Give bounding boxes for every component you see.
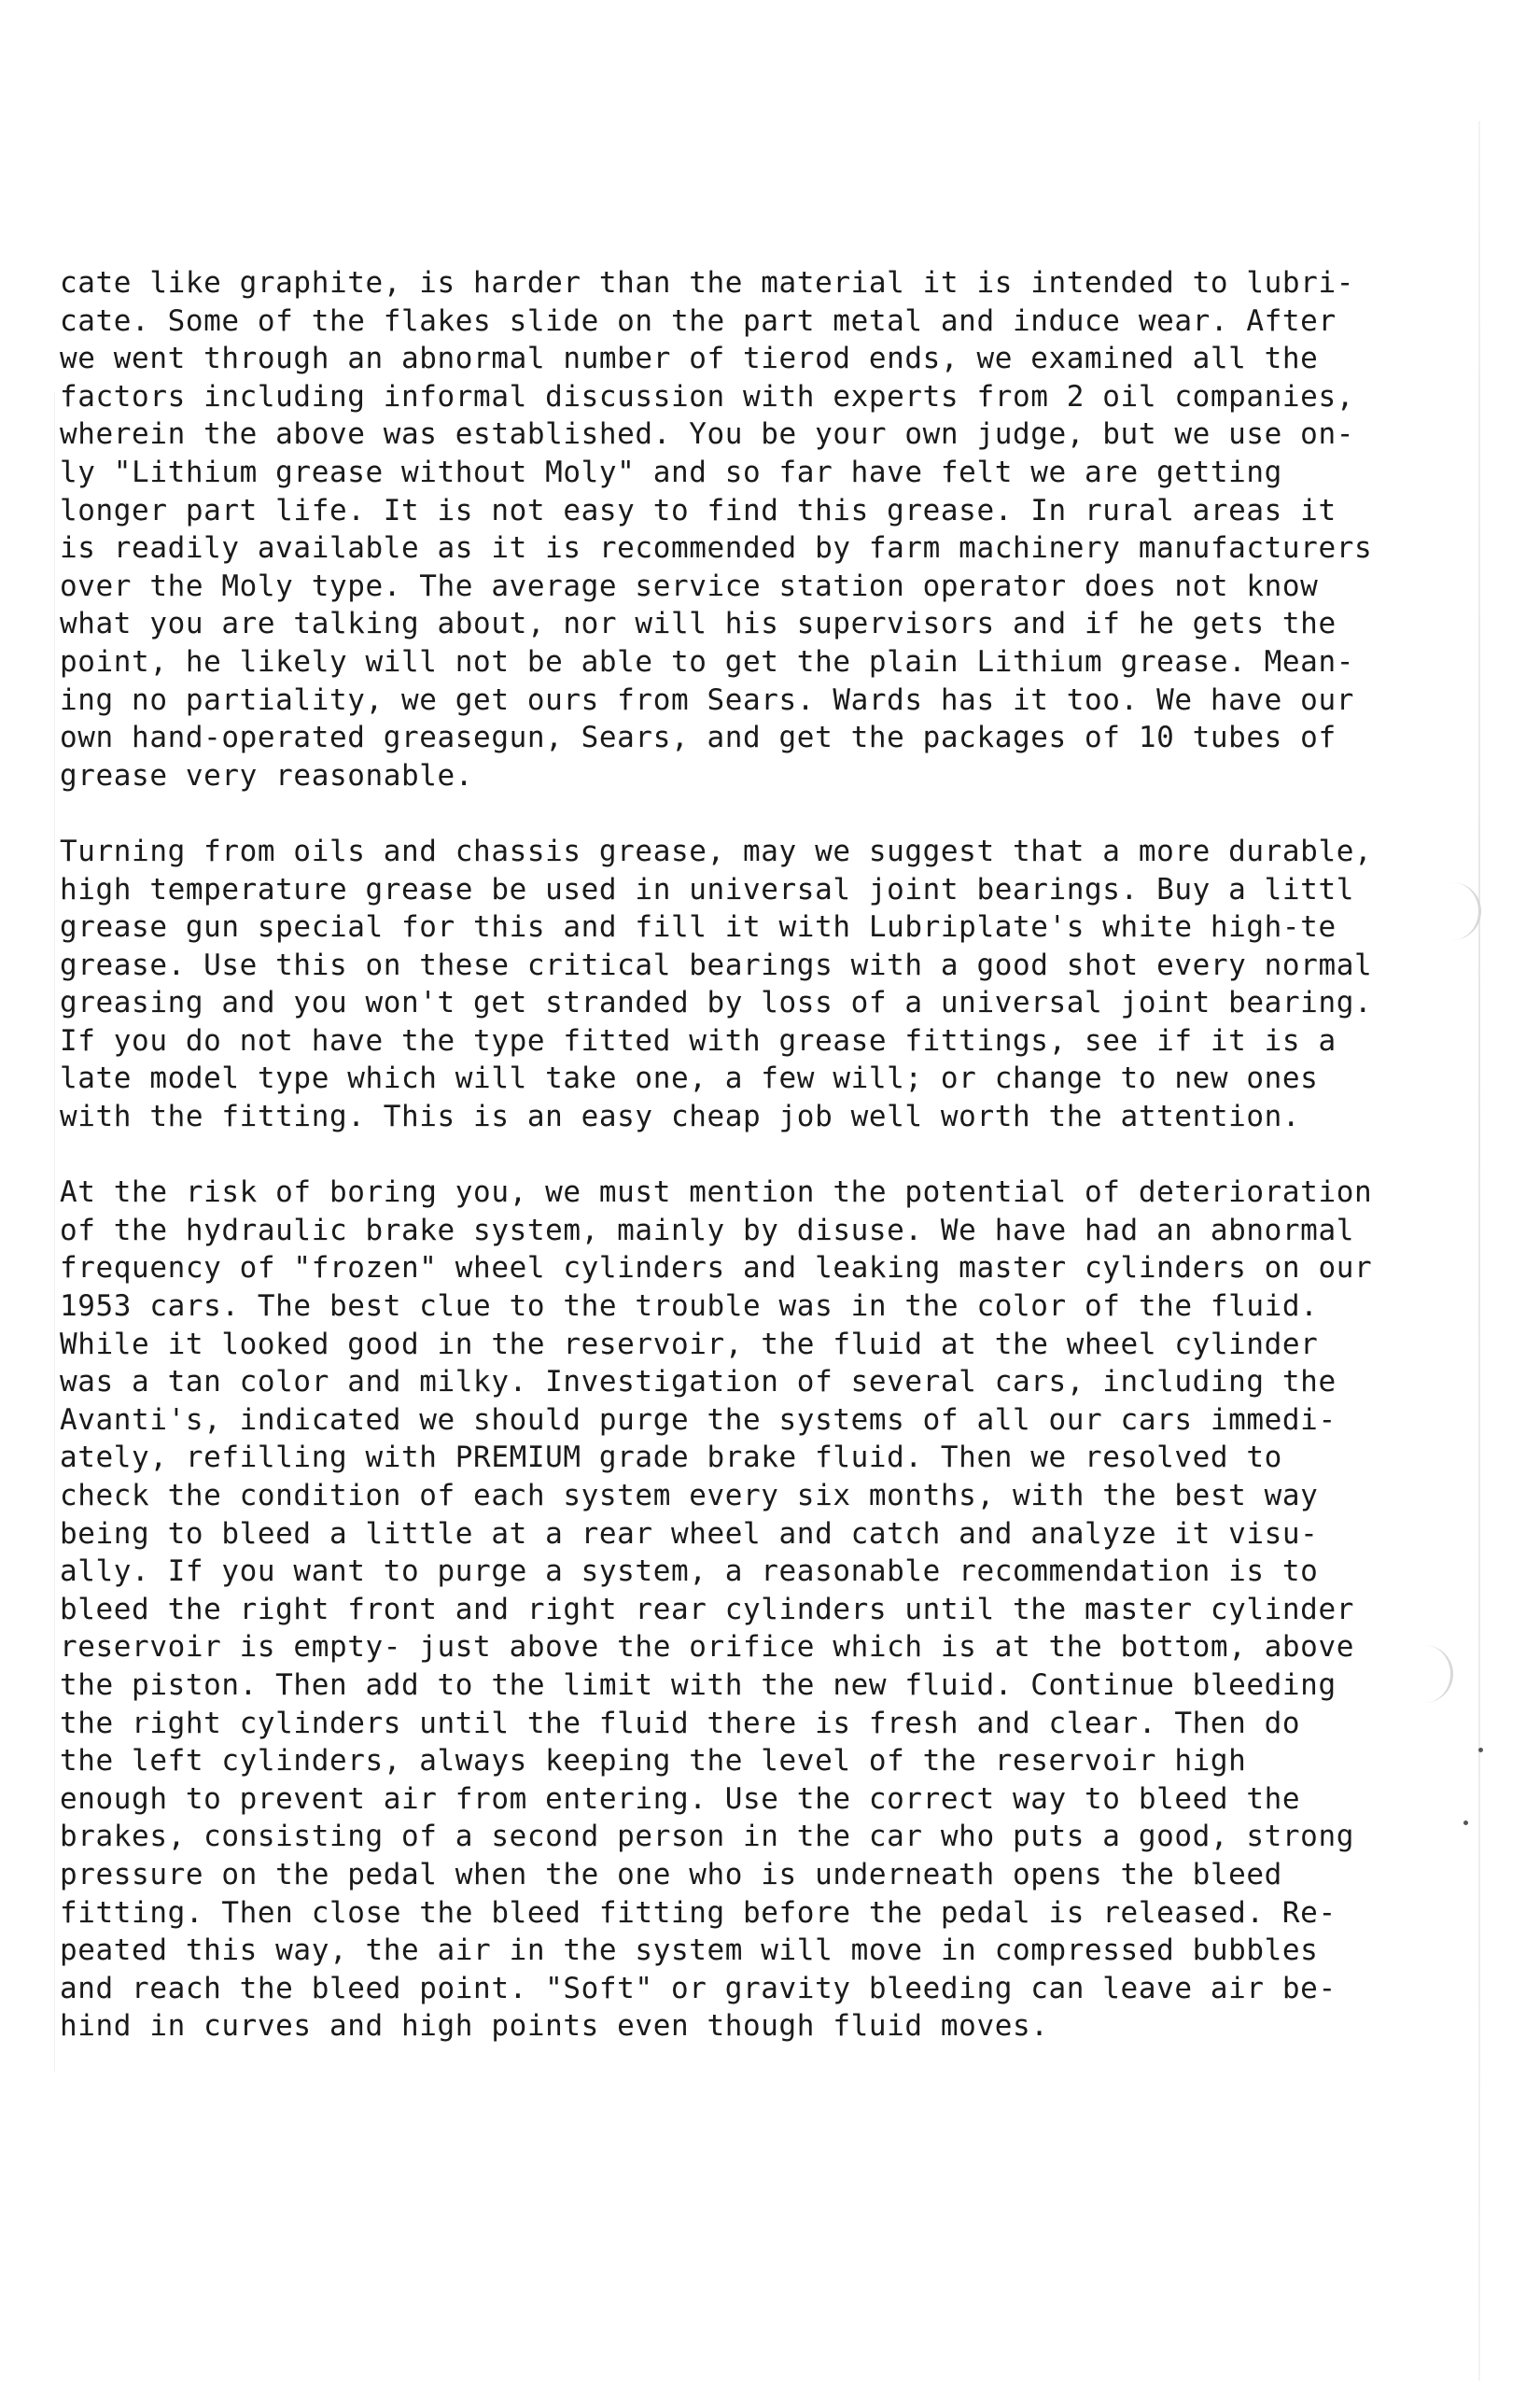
text-line: what you are talking about, nor will his supervisors and if he gets the: [60, 607, 1337, 641]
text-line: wherein the above was established. You be your own judge, but we use on-: [60, 417, 1354, 452]
paragraph-brake-system: [60, 1174, 1460, 2046]
paragraph-universal-joint: [60, 833, 1460, 1136]
text-line: peated this way, the air in the system will move in compressed bubbles: [60, 1933, 1319, 1968]
text-line: the left cylinders, always keeping the level of the reservoir high: [60, 1744, 1247, 1778]
text-line: ally. If you want to purge a system, a reasonable recommendation is to: [60, 1554, 1319, 1589]
text-line: Turning from oils and chassis grease, may we suggest that a more durable,: [60, 834, 1373, 868]
text-line: frequency of "frozen" wheel cylinders and leaking master cylinders on our: [60, 1251, 1373, 1286]
ink-speck: [1478, 1748, 1483, 1752]
punch-hole-mark: [1447, 882, 1481, 940]
text-line: point, he likely will not be able to get the plain Lithium grease. Mean-: [60, 644, 1354, 679]
text-line: reservoir is empty- just above the orifice which is at the bottom, above: [60, 1630, 1354, 1665]
text-line: If you do not have the type fitted with grease fittings, see if it is a: [60, 1023, 1337, 1058]
text-line: over the Moly type. The average service station operator does not know: [60, 569, 1319, 603]
page-edge-shadow: [1478, 121, 1480, 2381]
text-line: While it looked good in the reservoir, the fluid at the wheel cylinder: [60, 1327, 1319, 1361]
text-line: grease gun special for this and fill it with Lubriplate's white high-te: [60, 910, 1337, 945]
text-line: Avanti's, indicated we should purge the systems of all our cars immedi-: [60, 1402, 1337, 1437]
text-line: ly "Lithium grease without Moly" and so far have felt we are getting: [60, 455, 1282, 489]
text-line: cate like graphite, is harder than the material it is intended to lubri-: [60, 266, 1354, 300]
text-line: hind in curves and high points even though fluid moves.: [60, 2009, 1049, 2044]
paragraph-gap: [60, 1136, 1460, 1174]
text-line: check the condition of each system every six months, with the best way: [60, 1479, 1319, 1512]
text-line: brakes, consisting of a second person in the car who puts a good, strong: [60, 1820, 1354, 1854]
text-line: grease very reasonable.: [60, 758, 474, 793]
text-line: late model type which will take one, a few will; or change to new ones: [60, 1061, 1319, 1096]
text-line: own hand-operated greasegun, Sears, and get the packages of 10 tubes of: [60, 721, 1337, 755]
typewritten-text: [60, 264, 1460, 2046]
text-line: bleed the right front and right rear cylinders until the master cylinder: [60, 1592, 1354, 1626]
text-line: the right cylinders until the fluid there is fresh and clear. Then do: [60, 1706, 1301, 1740]
paragraph-gap: [60, 794, 1460, 833]
text-line: and reach the bleed point. "Soft" or gravity bleeding can leave air be-: [60, 1971, 1337, 2005]
ink-speck: [1463, 1821, 1468, 1825]
text-line: is readily available as it is recommended by farm machinery manufacturers: [60, 531, 1373, 566]
text-line: fitting. Then close the bleed fitting before the pedal is released. Re-: [60, 1895, 1337, 1930]
text-line: grease. Use this on these critical bearings with a good shot every normal: [60, 948, 1373, 982]
text-line: longer part life. It is not easy to find this grease. In rural areas it: [60, 493, 1337, 527]
text-line: being to bleed a little at a rear wheel and catch and analyze it visu-: [60, 1516, 1319, 1551]
text-line: enough to prevent air from entering. Use the correct way to bleed the: [60, 1781, 1301, 1816]
text-line: factors including informal discussion with experts from 2 oil companies,: [60, 379, 1354, 414]
text-line: of the hydraulic brake system, mainly by disuse. We have had an abnormal: [60, 1213, 1354, 1247]
text-line: greasing and you won't get stranded by loss of a universal joint bearing.: [60, 986, 1373, 1020]
text-line: ately, refilling with PREMIUM grade brake fluid. Then we resolved to: [60, 1441, 1282, 1475]
text-line: the piston. Then add to the limit with the new fluid. Continue bleeding: [60, 1667, 1337, 1702]
text-line: with the fitting. This is an easy cheap job well worth the attention.: [60, 1100, 1301, 1134]
text-line: cate. Some of the flakes slide on the part metal and induce wear. After: [60, 303, 1337, 338]
paragraph-lithium-grease: [60, 264, 1460, 794]
text-line: At the risk of boring you, we must mention the potential of deterioration: [60, 1175, 1373, 1210]
text-line: was a tan color and milky. Investigation of several cars, including the: [60, 1365, 1337, 1399]
text-line: we went through an abnormal number of tierod ends, we examined all the: [60, 342, 1319, 376]
text-line: pressure on the pedal when the one who is underneath opens the bleed: [60, 1857, 1282, 1891]
text-line: 1953 cars. The best clue to the trouble was in the color of the fluid.: [60, 1289, 1319, 1324]
text-line: high temperature grease be used in universal joint bearings. Buy a littl: [60, 872, 1354, 907]
text-line: ing no partiality, we get ours from Sears. Wards has it too. We have our: [60, 682, 1354, 717]
page-margin-mark: [54, 392, 55, 2073]
